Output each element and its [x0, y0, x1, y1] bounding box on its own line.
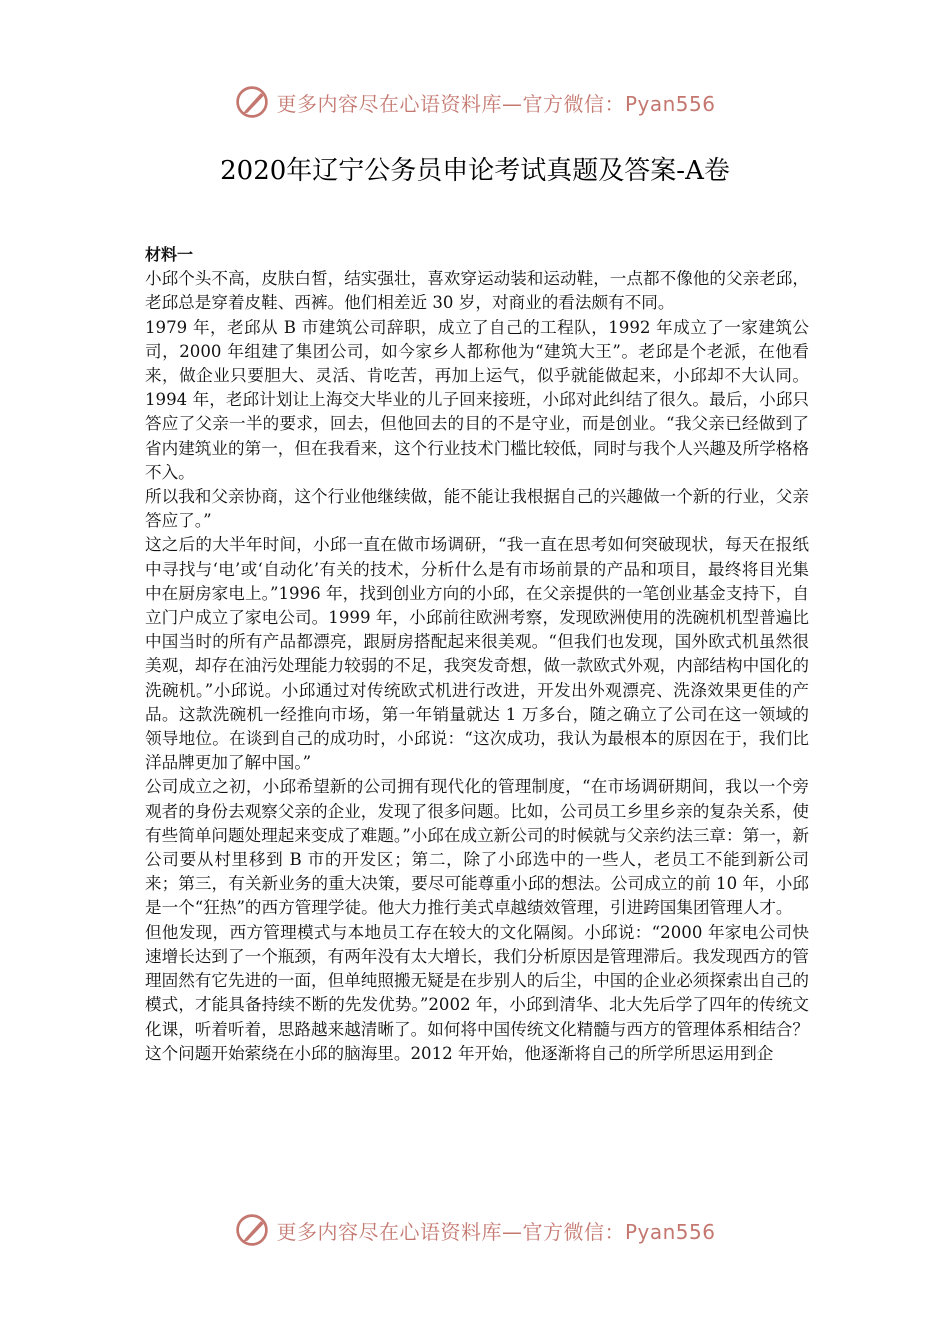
paragraph: 但他发现，西方管理模式与本地员工存在较大的文化隔阂。小邱说：“2000 年家电公司快速增长达到了一个瓶颈，有两年没有太大增长，我们分析原因是管理滞后。我发现西方的管理固然有它先进的一面，但单纯照搬无疑是在步别人的后尘，中国的企业必须探索出自己的模式，才能具备持续不断的先发优势。”2002 年，小邱到清华、北大先后学了四年的传统文化课，听着听着，思路越来越清晰了。如何将中国传统文化精髓与西方的管理体系相结合？这个问题开始萦绕在小邱的脑海里。2012 年开始，他逐渐将自己的所学所思运用到企	[145, 922, 809, 1063]
document-body	[145, 243, 809, 1066]
section-heading: 材料一	[145, 245, 194, 264]
paragraph: 这之后的大半年时间，小邱一直在做市场调研，“我一直在思考如何突破现状，每天在报纸中寻找与‘电’或‘自动化’有关的技术，分析什么是有市场前景的产品和项目，最终将目光集中在厨房家电上。”1996 年，找到创业方向的小邱，在父亲提供的一笔创业基金支持下，自立门户成立了家电公司。1999 年，小邱前往欧洲考察，发现欧洲使用的洗碗机机型普遍比中国当时的所有产品都漂亮，跟厨房搭配起来很美观。“但我们也发现，国外欧式机虽然很美观，却存在油污处理能力较弱的不足，我突发奇想，做一款欧式外观，内部结构中国化的洗碗机。”小邱说。小邱通过对传统欧式机进行改进，开发出外观漂亮、洗涤效果更佳的产品。这款洗碗机一经推向市场，第一年销量就达 1 万多台，随之确立了公司在这一领域的领导地位。在谈到自己的成功时，小邱说：“这次成功，我认为最根本的原因在于，我们比洋品牌更加了解中国。”	[145, 535, 809, 773]
paragraph: 小邱个头不高，皮肤白皙，结实强壮，喜欢穿运动装和运动鞋，一点都不像他的父亲老邱，老邱总是穿着皮鞋、西裤。他们相差近 30 岁，对商业的看法颇有不同。	[145, 269, 809, 313]
pen-circle-logo-icon	[234, 84, 270, 120]
watermark-text: 更多内容尽在心语资料库—官方微信：Pyan556	[276, 1219, 716, 1244]
pen-circle-logo-icon	[234, 1212, 270, 1248]
watermark-text: 更多内容尽在心语资料库—官方微信：Pyan556	[276, 91, 716, 116]
top-watermark-banner	[0, 80, 950, 124]
paragraph: 所以我和父亲协商，这个行业他继续做，能不能让我根据自己的兴趣做一个新的行业，父亲答应了。”	[145, 487, 809, 531]
bottom-watermark-banner	[0, 1208, 950, 1252]
paragraph: 公司成立之初，小邱希望新的公司拥有现代化的管理制度，“在市场调研期间，我以一个旁观者的身份去观察父亲的企业，发现了很多问题。比如，公司员工乡里乡亲的复杂关系，使有些简单问题处理起来变成了难题。”小邱在成立新公司的时候就与父亲约法三章：第一，新公司要从村里移到 B 市的开发区；第二，除了小邱选中的一些人，老员工不能到新公司来；第三，有关新业务的重大决策，要尽可能尊重小邱的想法。公司成立的前 10 年，小邱是一个“狂热”的西方管理学徒。他大力推行美式卓越绩效管理，引进跨国集团管理人才。	[145, 777, 809, 918]
paragraph: 1979 年，老邱从 B 市建筑公司辞职，成立了自己的工程队，1992 年成立了一家建筑公司，2000 年组建了集团公司，如今家乡人都称他为“建筑大王”。老邱是个老派，在他看来，做企业只要胆大、灵活、肯吃苦，再加上运气，似乎就能做起来，小邱却不大认同。1994 年，老邱计划让上海交大毕业的儿子回来接班，小邱对此纠结了很久。最后，小邱只答应了父亲一半的要求，回去，但他回去的目的不是守业，而是创业。“我父亲已经做到了省内建筑业的第一，但在我看来，这个行业技术门槛比较低，同时与我个人兴趣及所学格格不入。	[145, 317, 810, 482]
document-title: 2020年辽宁公务员申论考试真题及答案-A卷	[220, 156, 730, 186]
